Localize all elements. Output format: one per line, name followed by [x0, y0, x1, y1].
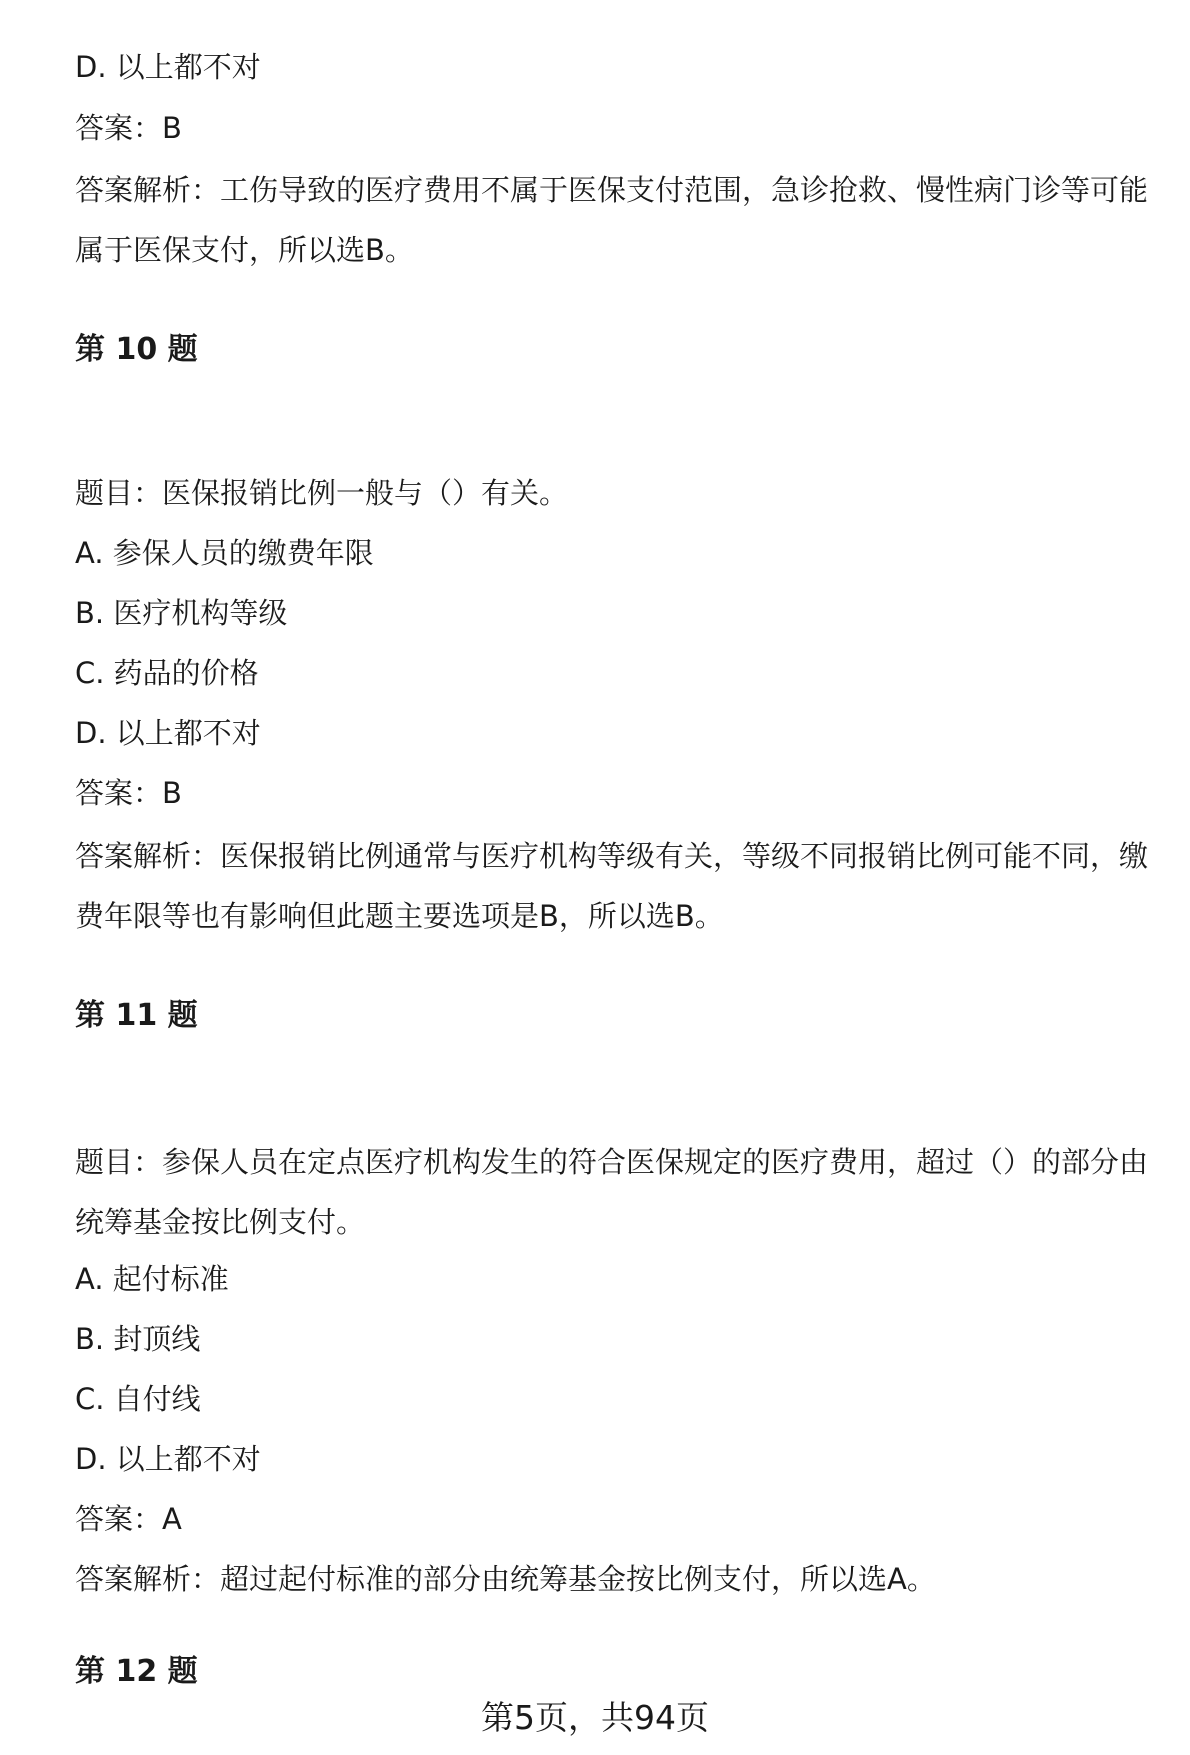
q11-question: 题目：参保人员在定点医疗机构发生的符合医保规定的医疗费用，超过（）的部分由统筹基金按比例支付。: [75, 1145, 1149, 1239]
q9-answer: 答案：B: [75, 111, 182, 145]
q10-question: 题目：医保报销比例一般与（）有关。: [75, 476, 569, 510]
q11-heading: 第 11 题: [75, 998, 198, 1033]
page-footer: 第5页，共94页: [481, 1698, 709, 1737]
q10-heading: 第 10 题: [75, 332, 198, 367]
q11-option-c: C. 自付线: [75, 1382, 201, 1416]
q9-option-d: D. 以上都不对: [75, 50, 261, 84]
q10-answer: 答案：B: [75, 776, 182, 810]
q11-explanation: 答案解析：超过起付标准的部分由统筹基金按比例支付，所以选A。: [75, 1562, 936, 1596]
q9-explanation: 答案解析：工伤导致的医疗费用不属于医保支付范围，急诊抢救、慢性病门诊等可能属于医保支付，所以选B。: [75, 173, 1149, 267]
q10-option-d: D. 以上都不对: [75, 716, 261, 750]
q11-option-d: D. 以上都不对: [75, 1442, 261, 1476]
q10-option-a: A. 参保人员的缴费年限: [75, 536, 374, 570]
q11-option-b: B. 封顶线: [75, 1322, 201, 1356]
q10-option-b: B. 医疗机构等级: [75, 596, 288, 630]
q10-option-c: C. 药品的价格: [75, 656, 259, 690]
q12-heading: 第 12 题: [75, 1654, 198, 1689]
q11-option-a: A. 起付标准: [75, 1262, 229, 1296]
q10-explanation: 答案解析：医保报销比例通常与医疗机构等级有关，等级不同报销比例可能不同，缴费年限等也有影响但此题主要选项是B，所以选B。: [75, 839, 1149, 933]
q11-answer: 答案：A: [75, 1502, 182, 1536]
